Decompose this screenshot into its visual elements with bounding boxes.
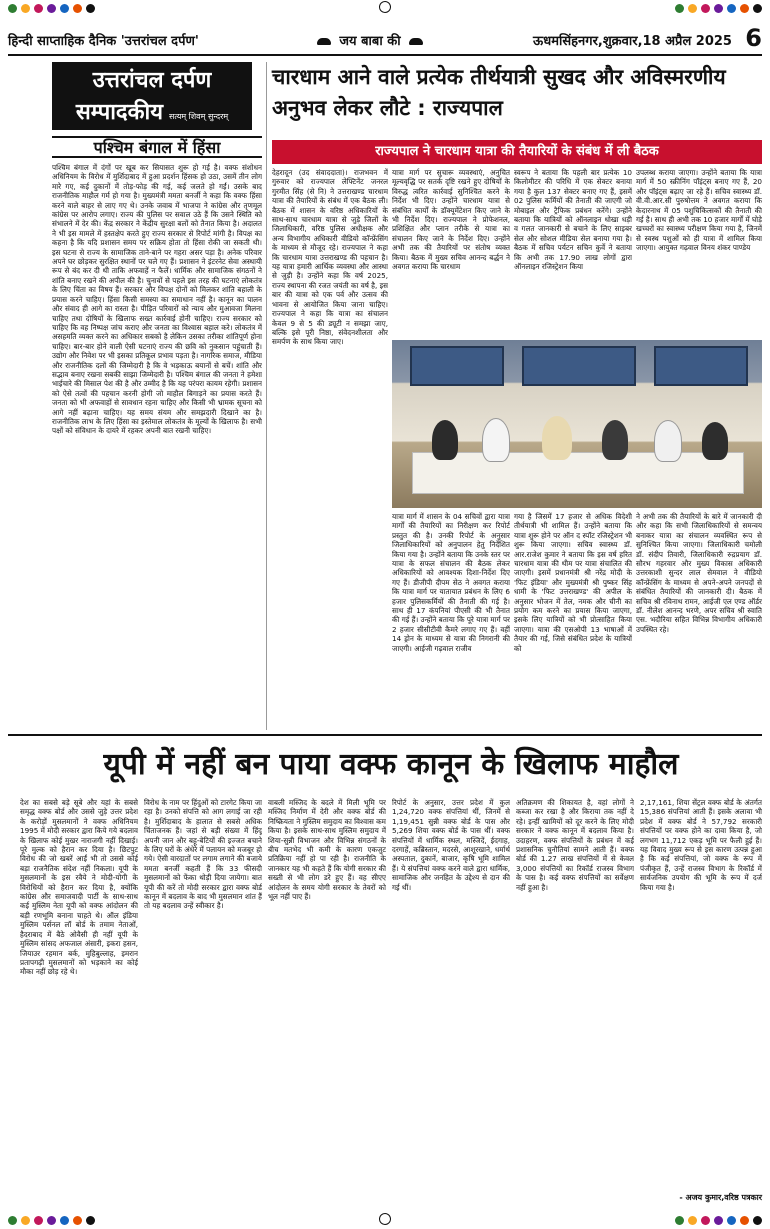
bottom-story-col-text: विरोध के नाम पर हिंदुओं को टारगेट किया जा रहा है। उनको संपत्ति को आग लगाई जा रही है। मुर्शिदाबाद के हालात से सबसे अधिक चिंताजनक हैं। जहां से बड़ी संख्या में हिंदू अपनी जान और बहू-बेटियों की इज्जत बचाने के लिए घरों के अंधेरे में पलायन को मजबूर हो गये। ऐसी वारदातों पर लगाम लगाने की बजाये ममता बनर्जी कहती हैं कि 33 फीसदी मुसलमानों को फेंका थोड़ी दिया जायेगा। बात यूपी की करें तो मोदी सरकार द्वारा वक्फ बोर्ड कानून में बदलाव के बाद भी मुसलमान शांत हैं तो यह बदलाव उन्हें स्वीकार है। [144,798,262,911]
editorial-headline-box [52,136,262,158]
person-shape [482,418,510,462]
reg-dot [86,1216,95,1225]
reg-dot [753,4,762,13]
video-screen-shape [522,346,636,386]
reg-dot [688,1216,697,1225]
section-rule [8,734,762,736]
meeting-photo [392,340,762,508]
top-story-subhead [272,140,762,164]
bottom-story-col-text: अतिक्रमण की शिकायत है, वहां लोगों ने कब्जा कर रखा है और किराया तक नहीं दे रहे। इन्हीं खामियों को दूर करने के लिए मोदी सरकार ने वक्फ कानून में बदलाव किया है। उदाहरण, वक्फ संपत्तियों के प्रबंधन में कई प्रशासनिक चुनौतियां सामने आती हैं। वक्फ बोर्ड की 1.27 लाख संपत्तियों में से केवल 3,000 संपत्तियों का रिकॉर्ड राजस्व विभाग के पास है। कई वक्फ संपत्तियों का सर्वेक्षण नहीं हुआ है। [516,798,634,892]
reg-dot [21,1216,30,1225]
masthead-left: हिन्दी साप्ताहिक दैनिक 'उत्तरांचल दर्पण' [8,34,199,49]
reg-dot [714,1216,723,1225]
editorial-motto: सत्यम् शिवम् सुन्दरम् [168,112,229,121]
paper-name: उत्तरांचल दर्पण [92,68,212,93]
top-story-lower-col-1-text: यात्रा मार्ग में शासन के 04 सचिवों द्वारा यात्रा मार्गों की तैयारियों का निरीक्षण कर रिपोर्ट प्रस्तुत की है। उनकी रिपोर्ट के अनुसार जिलाधिकारियों को अनुपालन हेतु निर्देशित किया गया है। उन्होंने बताया कि उनके स्तर पर यात्रा के सफल संचालन की बैठक लेकर अधिकारियों को आवश्यक दिशा-निर्देश दिए गए हैं। डीजीपी दीपम सेठ ने अवगत कराया कि यात्रा मार्ग पर यातायात प्रबंधन के लिए 6 हजार पुलिसकर्मियों की तैनाती की गई है। साथ ही 17 कंपनियां पीएसी की भी तैनात की गई हैं। उन्होंने बताया कि पूरे यात्रा मार्ग पर 2 हजार सीसीटीवी कैमरे लगाए गए हैं। वहीं 14 ड्रोन के माध्यम से यात्रा की निगरानी की जाएगी। आईजी गढ़वाल राजीव [392,512,510,653]
top-story-lower-col-2-text: गया है जिसमें 17 हजार से अधिक विदेशी तीर्थयात्री भी शामिल हैं। उन्होंने बताया कि यात्रा शुरू होने पर ऑन द स्पॉट रजिस्ट्रेशन भी शुरू किया जाएगा। सचिव स्वास्थ्य डॉ. आर.राजेश कुमार ने बताया कि इस वर्ष हरित चारधाम यात्रा की थीम पर यात्रा संचालित की जाएगी। इसमें प्रधानमंत्री श्री नरेंद्र मोदी के 'फिट इंडिया' और मुख्यमंत्री श्री पुष्कर सिंह धामी के 'फिट उत्तराखण्ड' की अपील के अनुसार भोजन में तेल, नमक और चीनी का प्रयोग कम करने का प्रयास किया जाएगा, इसके लिए यात्रियों को भी प्रोत्साहित किया जाएगा। यात्रा की एसओपी 13 भाषाओं में तैयार की गई, जिसे संबंधित प्रदेश के यात्रियों को [514,512,632,653]
top-story-headline: चारधाम आने वाले प्रत्येक तीर्थयात्री सुखद और अविस्मरणीय अनुभव लेकर लौटे : राज्यपाल [272,65,726,120]
masthead-rule [8,54,762,56]
reg-dot [47,1216,56,1225]
reg-dot [86,4,95,13]
top-story-headline-box [272,62,762,138]
registration-target-icon [379,1213,391,1225]
top-story-col-4 [636,168,762,338]
video-screen-shape [654,346,748,386]
reg-dot [34,4,43,13]
person-shape [654,420,682,462]
masthead-right: ऊधमसिंहनगर,शुक्रवार,18 अप्रैल 2025 [533,34,732,49]
bottom-story-col-3 [268,798,386,1203]
top-story-lower-col-1 [392,512,510,730]
reg-dot [740,4,749,13]
person-shape [542,416,572,460]
top-story-lower-col-3 [636,512,762,730]
registration-bar [0,0,770,14]
bottom-story-col-2 [144,798,262,1203]
reg-dot [727,4,736,13]
top-story-col-2-text: यात्रा मार्ग पर सुचारू व्यवस्थाएं, अनुचित मूल्यवृद्धि पर सतर्क दृष्टि रखने हुए दोषियों के विरुद्ध त्वरित कार्रवाई सुनिश्चित करने के निर्देश भी दिए। उन्होंने चारधाम यात्रा से संबंधित कार्यों के डॉक्यूमेंटेशन किए जाने के भी निर्देश दिए। राज्यपाल ने प्रोफेशनल, प्रशिक्षित और प्लान तरीके से यात्रा का संचालन किए जाने के निर्देश दिए। उन्होंने अभी तक की तैयारियों पर संतोष व्यक्त किया। बैठक में मुख्य सचिव आनन्द बर्द्धन ने अवगत कराया कि चारधाम [392,168,510,272]
registration-target-icon [379,1,391,13]
reg-dot [8,4,17,13]
person-shape [432,420,458,460]
bottom-story-col-5 [516,798,634,1203]
registration-marks-left [6,0,97,17]
bottom-story-col-6 [640,798,762,1190]
person-shape [702,422,728,460]
lamp-icon [409,38,423,45]
editorial-body [52,163,262,730]
bottom-story-headline: यूपी में नहीं बन पाया वक्फ कानून के खिलाफ माहौल [103,747,679,782]
conference-table-shape [412,452,744,494]
bottom-story-col-text: देश का सबसे बड़े सूबे और यहां के सबसे समृद्ध वक्फ बोर्ड और उससे जुड़े उत्तर प्रदेश के करोड़ों मुसलमानों ने वक्फ अधिनियम 1995 में मोदी सरकार द्वारा किये गये बदलाव के खिलाफ कोई मुखर नाराजगी नहीं दिखाई। पूरे मुल्क को हैरान कर दिया है। छिटपुट विरोध की जो खबरें आईं भी तो उससे कोई बड़ा राजनैतिक संदेश नहीं निकला। यूपी के मुसलमानों के इस रवैये ने मोदी-योगी के विरोधियों को हैरान कर दिया है, क्योंकि कांग्रेस और समाजवादी पार्टी के साथ-साथ कई मुस्लिम नेता यूपी को वक्फ आंदोलन की बड़ी रणभूमि बनाना चाहते थे। ऑल इंडिया मुस्लिम पर्सनल लॉ बोर्ड के तमाम नेताओं, हैदराबाद में बैठे ओवैसी ही नहीं यूपी के मुस्लिम सांसद अफजाल अंसारी, इकरा हसन, जियाउर रहमान बर्क, मुहिबुल्लाह, इमरान प्रतापगढ़ी मुसलमानों को भड़काने का कोई मौका नहीं छोड़ रहे थे। [20,798,138,977]
reg-dot [60,1216,69,1225]
reg-dot [675,4,684,13]
reg-dot [73,4,82,13]
person-shape [602,420,628,460]
bottom-story-col-text: रिपोर्ट के अनुसार, उत्तर प्रदेश में कुल 1,24,720 वक्फ संपत्तियां थीं, जिनमें से 1,19,451 सुन्नी वक्फ बोर्ड के पास और 5,269 शिया वक्फ बोर्ड के पास थीं। वक्फ संपत्तियों में धार्मिक स्थल, मस्जिदें, ईदगाह, दरगाहें, कब्रिस्तान, मदरसे, आशूरखाने, धर्मार्थ अस्पताल, दुकानें, बाजार, कृषि भूमि शामिल हैं। ये संपत्तियां वक्फ करने वाले द्वारा धार्मिक, सामाजिक और जनहित के उद्देश्य से दान की गई थीं। [392,798,510,892]
editorial-label: सम्पादकीय [75,100,163,125]
editorial-headline: पश्चिम बंगाल में हिंसा [93,138,221,157]
registration-bar-bottom [0,1212,770,1226]
reg-dot [34,1216,43,1225]
reg-dot [675,1216,684,1225]
reg-dot [701,1216,710,1225]
editorial-text: पश्चिम बंगाल में दंगों पर खूब कर सियासत शुरू हो गई है। वक्फ संशोधन अधिनियम के विरोध में मुर्शिदाबाद में हुआ प्रदर्शन हिंसक हो उठा, उसमें तीन लोग मारे गए, कई दुकानों में तोड़-फोड़ की गई, कई जलते हो गईं। उसके बाद राजनीतिक माहौल गर्म हो गया है। मुख्यमंत्री ममता बनर्जी ने कहा कि वक्फ हिंसा करने वाले बाहर से लाए गए थे। उनके जवाब में भाजपा ने कांग्रेस और तृणमूल कांग्रेस पर आरोप लगाए। राज्य की पुलिस पर सवाल उठे हैं कि उसने स्थिति को संभालने में देर की। केंद्र सरकार ने केंद्रीय सुरक्षा बलों को तैनात किया है। अदालत ने भी इस मामले में हस्तक्षेप करते हुए राज्य सरकार से रिपोर्ट मांगी है। विपक्ष का कहना है कि यदि प्रशासन समय पर सक्रिय होता तो हिंसा रोकी जा सकती थी। इस घटना से राज्य के सामाजिक ताने-बाने पर गहरा असर पड़ा है। अनेक परिवार अपने घर छोड़कर सुरक्षित स्थानों पर चले गए हैं। प्रशासन ने इंटरनेट सेवा अस्थायी रूप से बंद कर दी थी ताकि अफवाहें न फैलें। धार्मिक और सामाजिक संगठनों ने शांति बनाए रखने की अपील की है। चुनावों से पहले इस तरह की घटनाएं लोकतंत्र के लिए चिंता का विषय हैं। सरकार और विपक्ष दोनों को मिलकर शांति बहाली के प्रयास करने चाहिए। हिंसा किसी समस्या का समाधान नहीं है। कानून का पालन और संवाद ही आगे का रास्ता है। पीड़ित परिवारों को न्याय और मुआवजा मिलना चाहिए तथा दोषियों के खिलाफ सख्त कार्रवाई होनी चाहिए। राज्य सरकार को चाहिए कि वह निष्पक्ष जांच कराए और जनता का विश्वास बहाल करे। लोकतंत्र में असहमति व्यक्त करने का अधिकार सबको है लेकिन उसका तरीका शांतिपूर्ण होना चाहिए। बार-बार होने वाली ऐसी घटनाएं राज्य की छवि को नुकसान पहुंचाती हैं। उद्योग और निवेश पर भी इसका प्रतिकूल प्रभाव पड़ता है। नागरिक समाज, मीडिया और राजनीतिक दलों की जिम्मेदारी है कि वे भड़काऊ बयानों से बचें। शांति और सद्भाव बनाए रखना सबकी साझा जिम्मेदारी है। पश्चिम बंगाल की जनता ने हमेशा भाईचारे की मिसाल पेश की है और उम्मीद है कि यह परंपरा कायम रहेगी। प्रशासन को ऐसे तत्वों की पहचान करनी होगी जो माहौल बिगाड़ने का प्रयास करते हैं। जनता को भी अफवाहों से सावधान रहना चाहिए और किसी भी भ्रामक सूचना को आगे नहीं बढ़ाना चाहिए। यह समय संयम और समझदारी दिखाने का है। राजनीतिक लाभ के लिए हिंसा का इस्तेमाल लोकतंत्र के मूल्यों के खिलाफ है। सभी पक्षों को संविधान के दायरे में रहकर अपनी बात रखनी चाहिए। [52,163,262,436]
column-divider [266,62,267,730]
registration-marks-right [673,0,764,17]
top-story-col-1 [272,168,388,730]
top-story-col-4-text: उपलब्ध कराया जाएगा। उन्होंने बताया कि यात्रा मार्ग में 50 स्क्रीनिंग पॉइंट्स बनाए गए हैं, 20 और पॉइंट्स बढ़ाए जा रहे हैं। सचिव स्वास्थ्य डॉ. वी.वी.आर.सी पुरुषोत्तम ने अवगत कराया कि केदारनाथ में 05 पशुचिकित्सकों की तैनाती की गई है। साथ ही अभी तक 10 हजार मार्गों में घोड़े खच्चरों का स्वास्थ्य परीक्षण किया गया है, जिनमें से स्वस्थ पशुओं को ही यात्रा में शामिल किया जाएगा। आयुक्त गढ़वाल विनय शंकर पाण्डेय [636,168,762,253]
reg-dot [21,4,30,13]
reg-dot [727,1216,736,1225]
video-screen-shape [410,346,504,386]
bottom-story-col-text: वाबली मस्जिद के बदले में मिली भूमि पर मस्जिद निर्माण में देरी और वक्फ बोर्ड की निष्क्रियता ने मुस्लिम समुदाय का विश्वास कम किया है। इसके साथ-साथ मुस्लिम समुदाय में शिया-सुन्नी विभाजन और विभिन्न संगठनों के बीच मतभेद भी कमी के कारण एकजुट प्रतिक्रिया नहीं हो पा रही है। राजनीति के जानकार यह भी कहते हैं कि योगी सरकार की सख्ती से भी लोग डरे हुए हैं। वह सीएए आंदोलन के समय योगी सरकार के तेवरों को भूल नहीं पाए हैं। [268,798,386,902]
reg-dot [60,4,69,13]
top-story-col-3 [514,168,632,338]
reg-dot [740,1216,749,1225]
masthead-center [249,31,490,49]
editorial-header-box [52,62,252,130]
reg-dot [714,4,723,13]
bottom-story-headline-box [20,740,762,792]
reg-dot [8,1216,17,1225]
masthead [8,24,762,52]
bottom-story-col-text: 2,17,161, शिया सेंट्रल वक्फ बोर्ड के अंतर्गत 15,386 संपत्तियां आती हैं। इसके अलावा भी प्रदेश में वक्फ बोर्ड ने 57,792 सरकारी संपत्तियों पर वक्फ होने का दावा किया है, जो लगभग 11,712 एकड़ भूमि पर फैली हुई हैं। यह विवाद मुख्य रूप से इस कारण उत्पन्न हुआ है कि कई संपत्तियां, जो वक्फ के रूप में पंजीकृत हैं, उन्हें राजस्व विभाग के रिकॉर्ड में सार्वजनिक उपयोग की भूमि के रूप में दर्ज किया गया है। [640,798,762,892]
lamp-icon [317,38,331,45]
reg-dot [701,4,710,13]
reg-dot [73,1216,82,1225]
top-story-col-2 [392,168,510,338]
top-story-col-1-text: देहरादून (उद संवाददाता)। राजभवन में गुरुवार को राज्यपाल लेफ्टिनेंट जनरल गुरमीत सिंह (से नि) ने उत्तराखण्ड चारधाम यात्रा की तैयारियों के संबंध में एक बैठक ली। बैठक में शासन के वरिष्ठ अधिकारियों के साथ-साथ चारधाम यात्रा से जुड़े जिलों के जिलाधिकारी, वरिष्ठ पुलिस अधीक्षक और अन्य विभागीय अधिकारी वीडियो कॉन्फ्रेंसिंग के माध्यम से मौजूद रहे। राज्यपाल ने कहा कि चारधाम यात्रा उत्तराखण्ड की पहचान है। यह यात्रा हमारी आर्थिक व्यवस्था और आस्था से जुड़ी है। उन्होंने कहा कि वर्ष 2025, राज्य स्थापना की रजत जयंती का वर्ष है, इस बार की यात्रा को एक पर्व और उत्सव की भावना से आयोजित किया जाना चाहिए। राज्यपाल ने कहा कि यात्रा का संचालन केवल 9 से 5 की ड्यूटी न समझा जाए, बल्कि इसे पूरी निष्ठा, संवेदनशीलता और समर्पण के साथ किया जाए। [272,168,388,347]
reg-dot [688,4,697,13]
top-story-col-3-text: स्वरूप ने बताया कि पहली बार प्रत्येक 10 किलोमीटर की परिधि में एक सेक्टर बनाया गया है कुल 137 सेक्टर बनाए गए हैं, इसमें 02 पुलिस कर्मियों की तैनाती की जाएगी जो मोबाइल और ट्रैफिक प्रबंधन करेंगे। उन्होंने बताया कि यात्रियों को ऑनलाइन धोखा धड़ी व गलत जानकारी से बचाने के लिए साइबर सेल और सोशल मीडिया सेल बनाया गया है। बैठक में सचिव पर्यटन सचिन कुर्वे ने बताया कि अभी तक 17.90 लाख लोगों द्वारा ऑनलाइन रजिस्ट्रेशन किया [514,168,632,272]
top-story-lower-col-3-text: ने अभी तक की तैयारियों के बारे में जानकारी दी और कहा कि सभी जिलाधिकारियों से समन्वय बनाकर यात्रा का संचालन व्यवस्थित रूप से सुनिश्चित किया जाएगा। जिलाधिकारी चमोली डॉ. संदीप तिवारी, जिलाधिकारी रुद्रप्रयाग डॉ. सौरभ गहरवार और मुख्य विकास अधिकारी उत्तरकाशी सुन्दर लाल सेमवाल ने वीडियो कॉन्फ्रेंसिंग के माध्यम से अपने-अपने जनपदों से संबंधित तैयारियों की जानकारी दी। बैठक में सचिव श्री रविनाथ रामन, आईजी एल एण्ड ऑर्डर डॉ. नीलेश आनन्द भरणे, अपर सचिव श्री स्वाति एस. भदौरिया सहित विभिन्न विभागीय अधिकारी उपस्थित रहे। [636,512,762,634]
reg-dot [753,1216,762,1225]
bottom-story-byline: - अजय कुमार,वरिष्ठ पत्रकार [679,1193,762,1202]
reg-dot [47,4,56,13]
page-number: 6 [745,24,762,52]
bottom-story-col-4 [392,798,510,1203]
bottom-story-col-1 [20,798,138,1203]
masthead-center-text: जय बाबा की [339,34,401,49]
top-story-subhead-text: राज्यपाल ने चारधाम यात्रा की तैयारियों के संबंध में ली बैठक [375,144,659,159]
top-story-lower-col-2 [514,512,632,730]
